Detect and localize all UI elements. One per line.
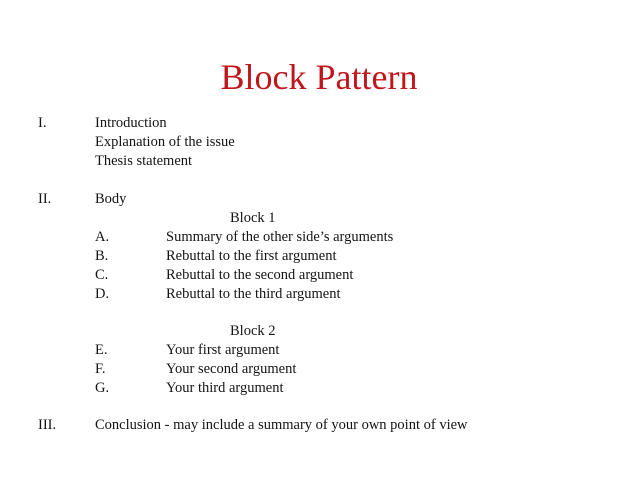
block2-item-letter: F.: [95, 361, 106, 377]
introduction-line-explanation: Explanation of the issue: [95, 134, 235, 150]
block1-item-letter: C.: [95, 267, 109, 283]
block1-item-letter: A.: [95, 229, 110, 245]
block1-item-letter: D.: [95, 286, 110, 302]
block2-item-text: Your first argument: [166, 342, 280, 358]
introduction-line-thesis: Thesis statement: [95, 153, 193, 169]
body-numeral: II.: [38, 191, 52, 207]
block2-item-text: Your third argument: [166, 380, 284, 396]
block1-item-letter: B.: [95, 248, 109, 264]
body-heading: Body: [95, 191, 127, 207]
block2-label: Block 2: [230, 323, 276, 339]
block1-item-text: Rebuttal to the first argument: [166, 248, 337, 264]
conclusion-text: Conclusion - may include a summary of your own point of view: [95, 417, 468, 433]
block2-item-text: Your second argument: [166, 361, 297, 377]
block2-item-letter: G.: [95, 380, 110, 396]
introduction-numeral: I.: [38, 115, 47, 131]
conclusion-numeral: III.: [38, 417, 57, 433]
slide-title: Block Pattern: [220, 57, 418, 97]
block1-item-text: Rebuttal to the third argument: [166, 286, 341, 302]
block1-label: Block 1: [230, 210, 276, 226]
block2-item-letter: E.: [95, 342, 108, 358]
block1-item-text: Rebuttal to the second argument: [166, 267, 354, 283]
introduction-heading: Introduction: [95, 115, 167, 131]
block1-item-text: Summary of the other side’s arguments: [166, 229, 394, 245]
